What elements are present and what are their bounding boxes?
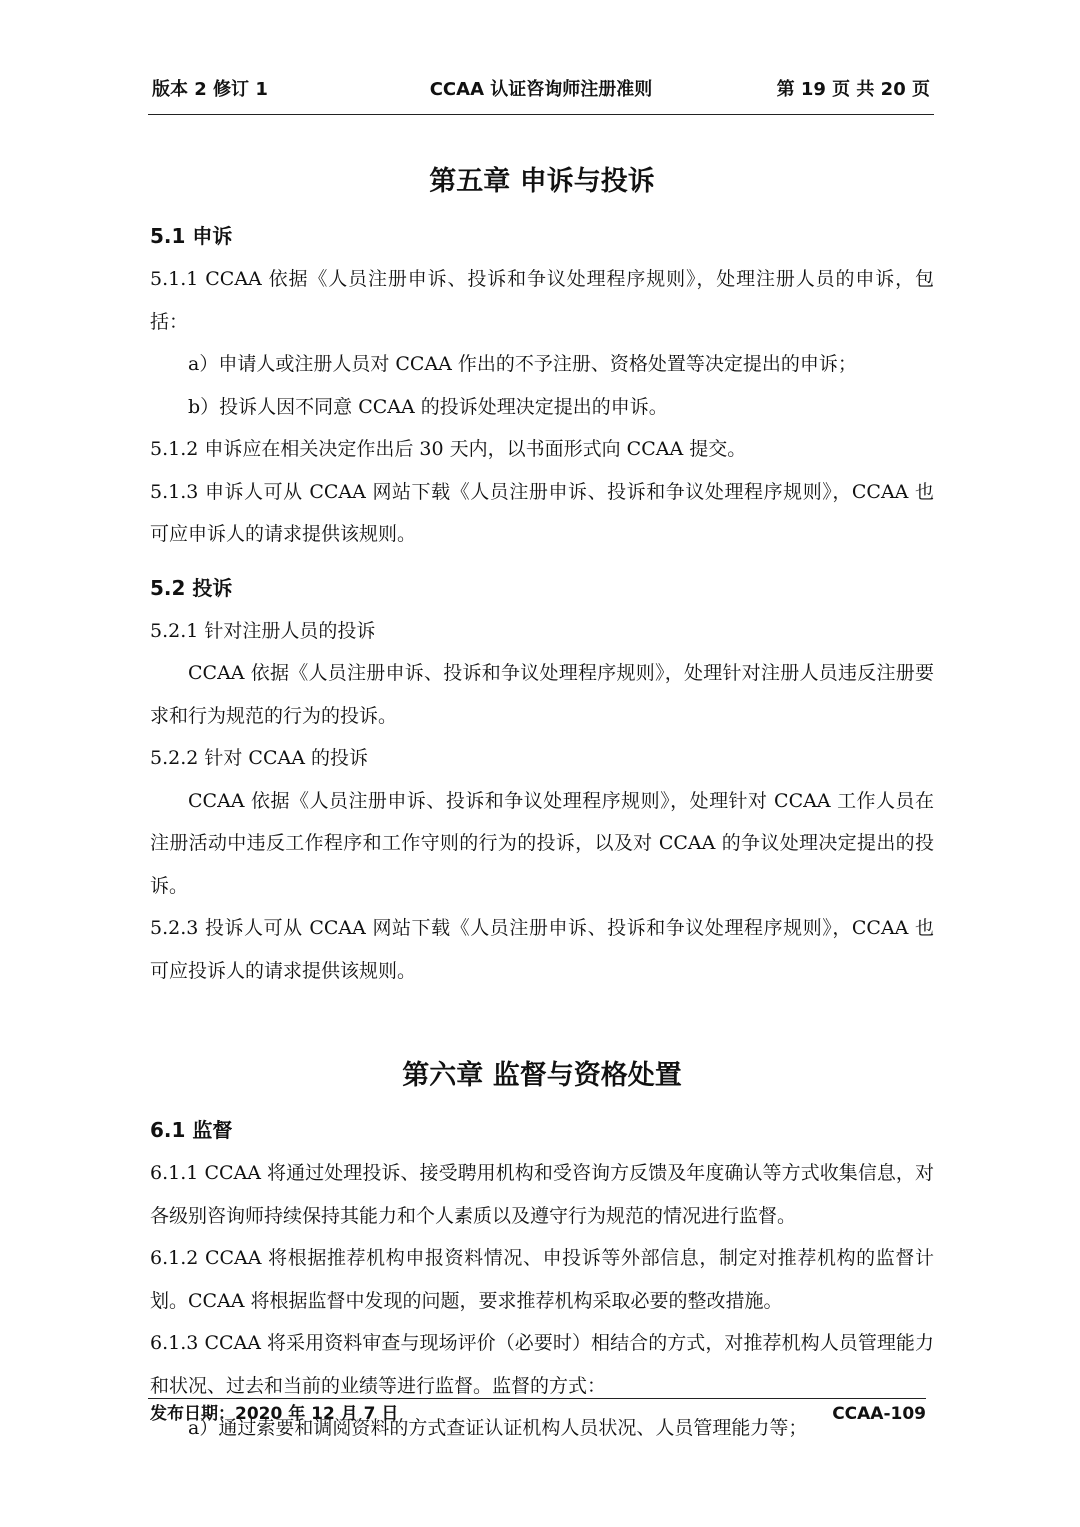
clause-5-1-3: 5.1.3 申诉人可从 CCAA 网站下载《人员注册申诉、投诉和争议处理程序规则》，CCAA 也可应申诉人的请求提供该规则。 (150, 480, 934, 545)
section-6-1-title: 6.1 监督 (150, 1118, 233, 1142)
page-header (148, 72, 934, 108)
header-divider (148, 114, 934, 115)
clause-5-2-1: 5.2.1 针对注册人员的投诉 (150, 619, 376, 642)
spacer (150, 992, 934, 1044)
clause-5-2-2-body: CCAA 依据《人员注册申诉、投诉和争议处理程序规则》，处理针对 CCAA 工作人员在注册活动中违反工作程序和工作守则的行为的投诉，以及对 CCAA 的争议处理决定提出的投诉。 (150, 789, 934, 897)
header-version: 版本 2 修订 1 (152, 79, 268, 100)
chapter-6-title: 第六章 监督与资格处置 (402, 1060, 682, 1091)
clause-5-1-2: 5.1.2 申诉应在相关决定作出后 30 天内，以书面形式向 CCAA 提交。 (150, 438, 747, 460)
clause-5-1-1: 5.1.1 CCAA 依据《人员注册申诉、投诉和争议处理程序规则》，处理注册人员的申诉，包括： (150, 268, 934, 333)
clause-6-1-3: 6.1.3 CCAA 将采用资料审查与现场评价（必要时）相结合的方式，对推荐机构人员管理能力和状况、过去和当前的业绩等进行监督。监督的方式： (150, 1332, 934, 1397)
clause-5-1-1-b: b）投诉人因不同意 CCAA 的投诉处理决定提出的申诉。 (188, 395, 668, 418)
header-page-number: 第 19 页 共 20 页 (776, 79, 930, 100)
clause-5-2-2: 5.2.2 针对 CCAA 的投诉 (150, 747, 368, 769)
header-document-title: CCAA 认证咨询师注册准则 (429, 79, 653, 100)
clause-5-2-3: 5.2.3 投诉人可从 CCAA 网站下载《人员注册申诉、投诉和争议处理程序规则》，CCAA 也可应投诉人的请求提供该规则。 (150, 917, 934, 982)
footer-document-code: CCAA-109 (832, 1404, 926, 1424)
page-footer (150, 1398, 926, 1430)
section-5-2-title: 5.2 投诉 (150, 575, 233, 600)
clause-5-1-1-a: a）申请人或注册人员对 CCAA 作出的不予注册、资格处置等决定提出的申诉； (188, 353, 857, 375)
spacer (150, 556, 934, 566)
clause-6-1-2: 6.1.2 CCAA 将根据推荐机构申报资料情况、申投诉等外部信息，制定对推荐机构的监督计划。CCAA 将根据监督中发现的问题，要求推荐机构采取必要的整改措施。 (150, 1247, 934, 1312)
page-content (150, 150, 934, 1450)
chapter-5-title: 第五章 申诉与投诉 (429, 166, 655, 197)
footer-release-date: 发布日期：2020 年 12 月 7 日 (150, 1404, 399, 1424)
section-5-1-title: 5.1 申诉 (150, 224, 233, 248)
clause-6-1-3-a: a）通过索要和调阅资料的方式查证认证机构人员状况、人员管理能力等； (188, 1417, 808, 1439)
clause-5-2-1-body: CCAA 依据《人员注册申诉、投诉和争议处理程序规则》，处理针对注册人员违反注册要求和行为规范的行为的投诉。 (150, 662, 934, 727)
clause-6-1-1: 6.1.1 CCAA 将通过处理投诉、接受聘用机构和受咨询方反馈及年度确认等方式收集信息，对各级别咨询师持续保持其能力和个人素质以及遵守行为规范的情况进行监督。 (150, 1162, 934, 1227)
